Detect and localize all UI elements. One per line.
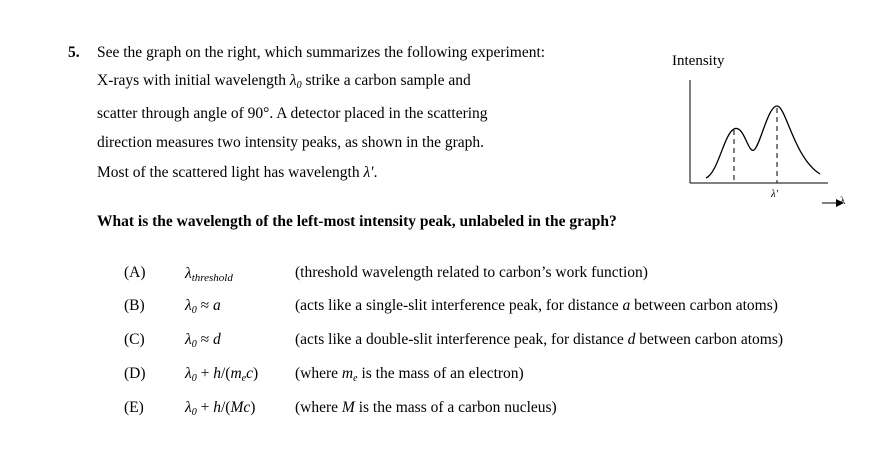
option-b-text-1: (acts like a single-slit interference peak, for distance <box>295 297 619 314</box>
question-line-5a: Most of the scattered light has wavelength <box>97 164 360 181</box>
option-c-formula <box>185 330 221 350</box>
option-e-formula <box>185 398 255 418</box>
option-e-letter: (E) <box>124 399 144 416</box>
option-d-var-group <box>342 365 358 382</box>
lambda-glyph: λ <box>185 399 192 416</box>
option-d-formula <box>185 364 258 384</box>
option-e-text-1: (where <box>295 399 339 416</box>
option-b-formula <box>185 296 221 316</box>
question-line-2b: strike a carbon sample and <box>305 72 471 89</box>
question-line-4: direction measures two intensity peaks, as shown in the graph. <box>97 134 484 151</box>
lambda-prime-symbol <box>363 164 373 181</box>
open-paren: ( <box>225 399 231 416</box>
variable-d: d <box>212 331 221 348</box>
lambda-glyph: λ <box>363 164 371 181</box>
subscript-zero: 0 <box>296 80 302 91</box>
lambda-glyph: λ <box>185 331 192 348</box>
option-e-var: M <box>341 399 355 416</box>
question-line-1: See the graph on the right, which summarizes the following experiment: <box>97 44 546 61</box>
option-c-var: d <box>627 331 636 348</box>
lambda-zero-symbol <box>290 72 302 89</box>
close-paren: ) <box>253 365 259 382</box>
option-d-letter: (D) <box>124 365 146 382</box>
lambda-glyph: λ <box>289 72 297 89</box>
intensity-curve <box>706 106 820 178</box>
open-paren: ( <box>225 365 231 382</box>
variable-m: m <box>230 365 242 382</box>
question-number: 5. <box>68 44 80 61</box>
variable-c: c <box>243 399 251 416</box>
question-line-5 <box>97 163 377 183</box>
variable-a: a <box>212 297 221 314</box>
question-line-2a: X-rays with initial wavelength <box>97 72 286 89</box>
option-a-letter: (A) <box>124 264 146 281</box>
graph-peak-label: λ' <box>771 188 779 200</box>
slash: / <box>220 365 226 382</box>
plus-sign: + <box>200 365 210 382</box>
option-e-text-2: is the mass of a carbon nucleus) <box>358 399 557 416</box>
period: . <box>373 164 378 181</box>
variable-h: h <box>213 365 221 382</box>
subscript-zero: 0 <box>191 373 197 384</box>
option-b-letter: (B) <box>124 297 145 314</box>
variable-h: h <box>213 399 221 416</box>
option-e-explanation <box>295 398 557 418</box>
variable-M: M <box>230 399 244 416</box>
plus-sign: + <box>200 399 210 416</box>
option-c-text-2: between carbon atoms) <box>639 331 784 348</box>
slash: / <box>220 399 226 416</box>
option-d-var-sub: e <box>353 373 358 384</box>
question-line-2 <box>97 71 471 91</box>
option-d-var: m <box>341 365 354 382</box>
variable-c: c <box>246 365 253 382</box>
question-prompt: What is the wavelength of the left-most intensity peak, unlabeled in the graph? <box>97 213 617 230</box>
close-paren: ) <box>250 399 256 416</box>
option-d-text-1: (where <box>295 365 339 382</box>
prime-glyph: ′ <box>370 164 374 181</box>
lambda-glyph: λ <box>185 365 192 382</box>
option-b-var: a <box>622 297 631 314</box>
option-a-formula <box>185 264 233 284</box>
option-c-letter: (C) <box>124 331 145 348</box>
subscript-zero: 0 <box>191 339 197 350</box>
option-b-text-2: between carbon atoms) <box>634 297 778 314</box>
option-a-explanation: (threshold wavelength related to carbon’s work function) <box>295 264 648 281</box>
option-c-text-1: (acts like a double-slit interference peak, for distance <box>295 331 624 348</box>
approx-sign: ≈ <box>200 297 210 314</box>
question-line-3: scatter through angle of 90°. A detector placed in the scattering <box>97 105 488 122</box>
option-d-explanation <box>295 364 524 384</box>
lambda-glyph: λ <box>185 297 192 314</box>
subscript-threshold: threshold <box>191 272 233 284</box>
subscript-zero: 0 <box>191 407 197 418</box>
subscript-zero: 0 <box>191 305 197 316</box>
option-d-text-2: is the mass of an electron) <box>361 365 524 382</box>
subscript-e: e <box>241 373 247 384</box>
approx-sign: ≈ <box>200 331 210 348</box>
lambda-glyph: λ <box>185 265 192 282</box>
intensity-graph <box>680 78 860 208</box>
graph-y-label: Intensity <box>672 53 725 69</box>
graph-x-label: λ <box>840 195 846 207</box>
option-b-explanation <box>295 296 778 316</box>
option-c-explanation <box>295 330 783 350</box>
